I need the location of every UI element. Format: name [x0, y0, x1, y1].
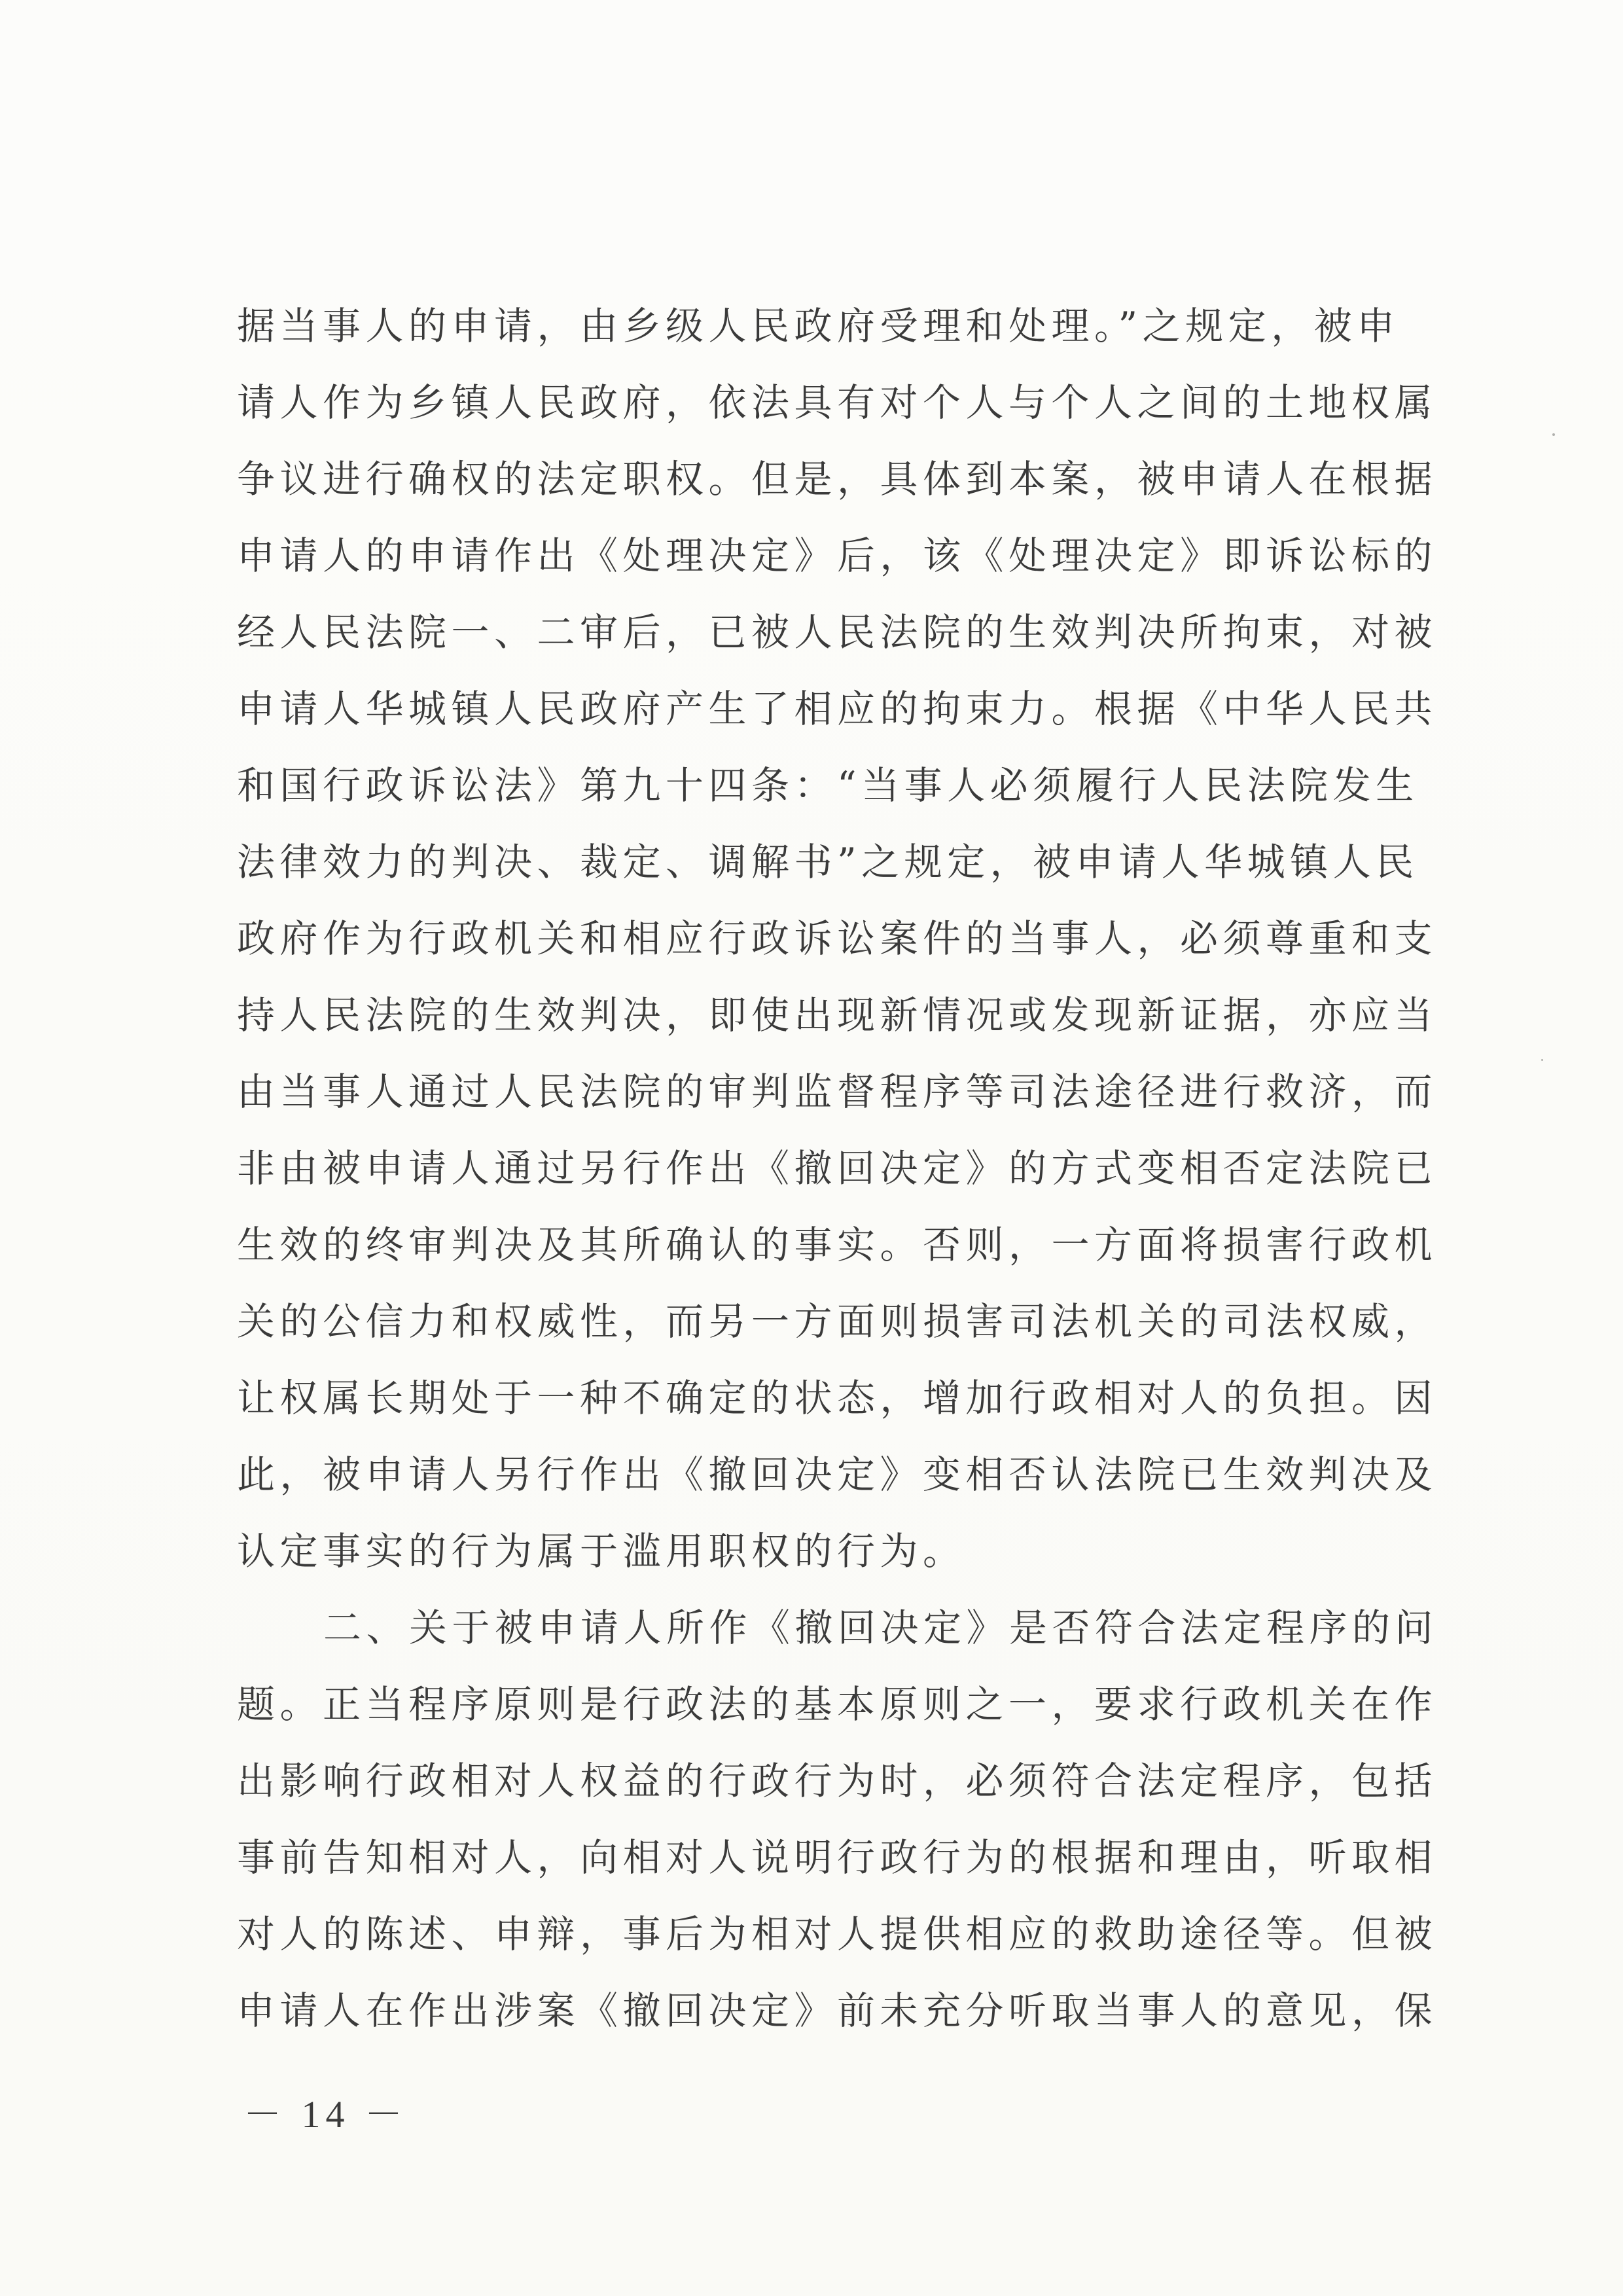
- text-line: 对人的陈述、申辩，事后为相对人提供相应的救助途径等。但被: [237, 1912, 1438, 1956]
- section-heading-line: 二、关于被申请人所作《撤回决定》是否符合法定程序的问: [323, 1605, 1438, 1650]
- text-line: 经人民法院一、二审后，已被人民法院的生效判决所拘束，对被: [237, 610, 1438, 655]
- text-line: 和国行政诉讼法》第九十四条：“当事人必须履行人民法院发生: [237, 763, 1419, 808]
- text-line: 出影响行政相对人权益的行政行为时，必须符合法定程序，包括: [237, 1759, 1438, 1803]
- text-line: 持人民法院的生效判决，即使出现新情况或发现新证据，亦应当: [237, 993, 1438, 1037]
- scan-speck: [1541, 1059, 1543, 1061]
- body-text: [237, 288, 1444, 2049]
- text-line: 据当事人的申请，由乡级人民政府受理和处理。”之规定，被申: [237, 304, 1400, 348]
- text-line: 申请人华城镇人民政府产生了相应的拘束力。根据《中华人民共: [237, 687, 1438, 731]
- text-line: 法律效力的判决、裁定、调解书”之规定，被申请人华城镇人民: [237, 840, 1419, 884]
- text-line: 认定事实的行为属于滥用职权的行为。: [237, 1529, 966, 1573]
- text-line: 让权属长期处于一种不确定的状态，增加行政相对人的负担。因: [237, 1376, 1438, 1420]
- text-line: 由当事人通过人民法院的审判监督程序等司法途径进行救济，而: [237, 1069, 1438, 1114]
- text-line: 事前告知相对人，向相对人说明行政行为的根据和理由，听取相: [237, 1835, 1438, 1880]
- page-number: － 14 －: [243, 2093, 408, 2136]
- text-line: 此，被申请人另行作出《撤回决定》变相否认法院已生效判决及: [237, 1452, 1438, 1497]
- text-line: 请人作为乡镇人民政府，依法具有对个人与个人之间的土地权属: [237, 380, 1438, 425]
- text-line: 申请人的申请作出《处理决定》后，该《处理决定》即诉讼标的: [237, 533, 1438, 578]
- text-line: 政府作为行政机关和相应行政诉讼案件的当事人，必须尊重和支: [237, 916, 1438, 961]
- text-line: 争议进行确权的法定职权。但是，具体到本案，被申请人在根据: [237, 457, 1438, 501]
- text-line: 非由被申请人通过另行作出《撤回决定》的方式变相否定法院已: [237, 1146, 1438, 1191]
- text-line: 申请人在作出涉案《撤回决定》前未充分听取当事人的意见，保: [237, 1988, 1438, 2033]
- text-line: 生效的终审判决及其所确认的事实。否则，一方面将损害行政机: [237, 1223, 1438, 1267]
- text-line: 题。正当程序原则是行政法的基本原则之一，要求行政机关在作: [237, 1682, 1438, 1727]
- scan-speck: [1552, 433, 1555, 436]
- text-line: 关的公信力和权威性，而另一方面则损害司法机关的司法权威，: [237, 1299, 1438, 1344]
